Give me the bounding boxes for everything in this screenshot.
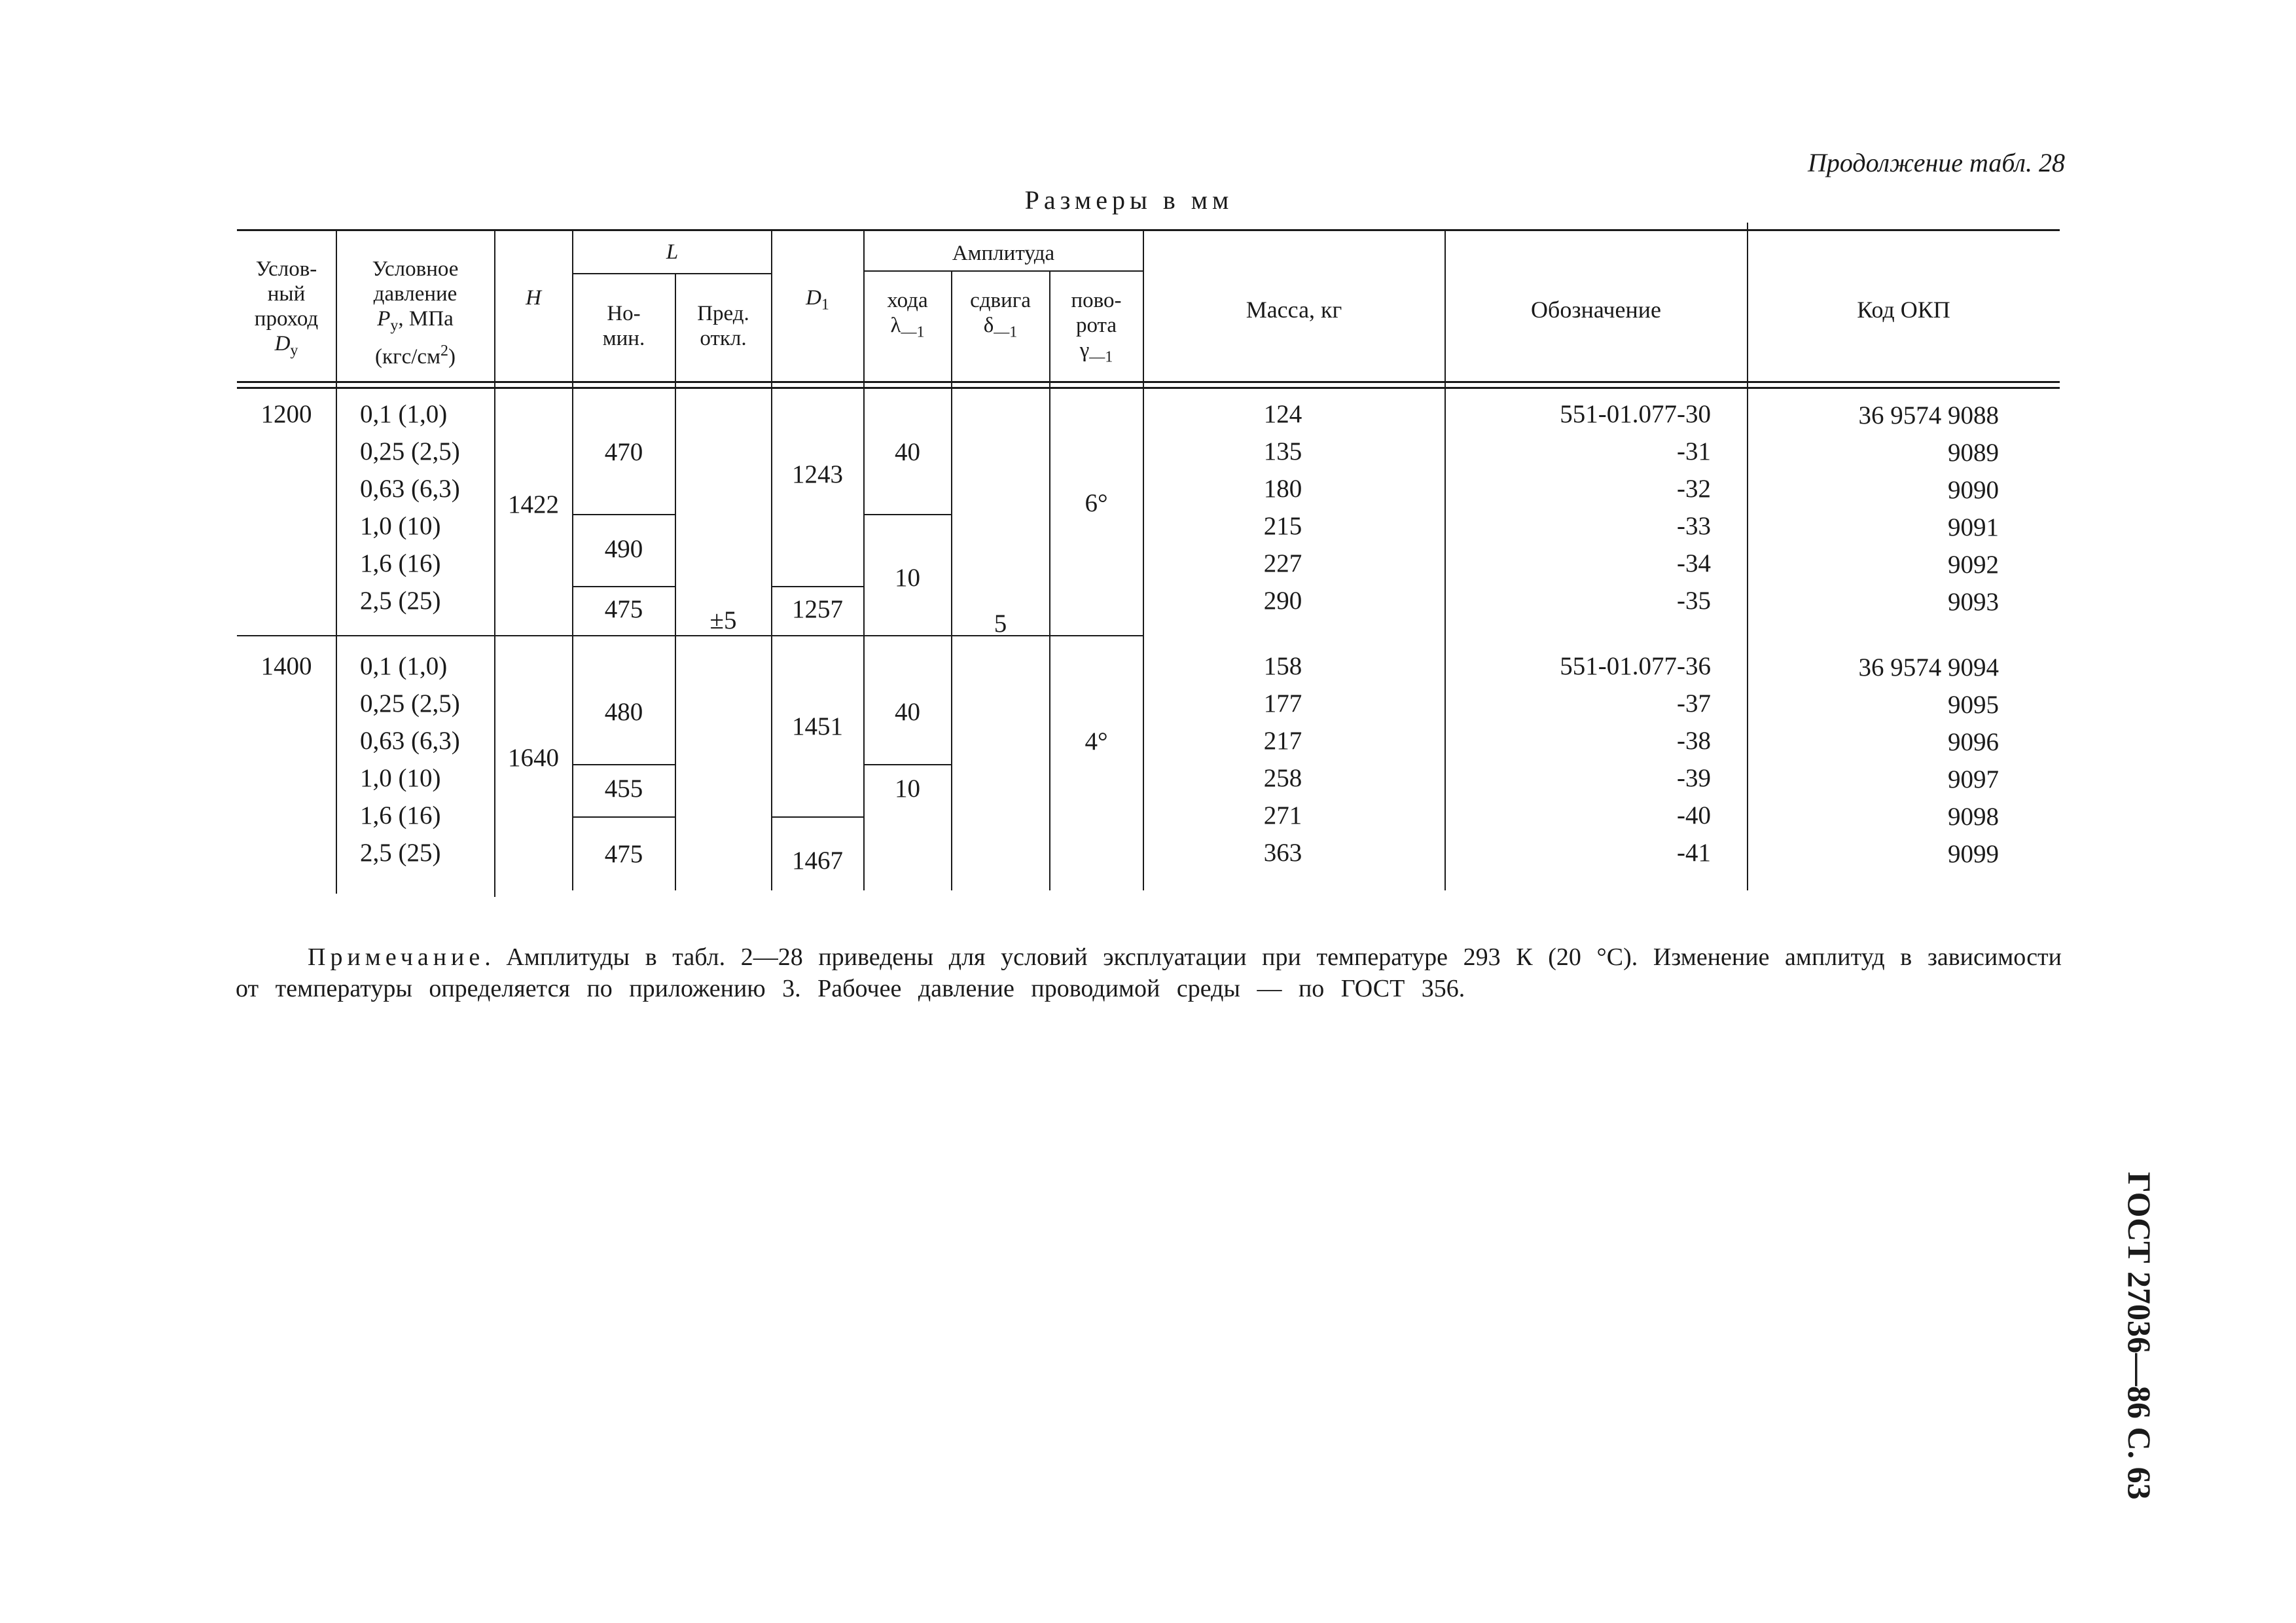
pressure-cell: 1,0 (10) — [360, 764, 441, 792]
hoda-value: 40 — [895, 438, 920, 466]
designation-cell: -38 — [1677, 727, 1711, 755]
mass-cell: 177 — [1263, 689, 1302, 718]
mass-cell: 227 — [1263, 549, 1302, 577]
header-bottom-rule-2 — [237, 387, 2060, 389]
l-deviation-value: ±5 — [709, 606, 737, 634]
okp-cell: 9092 — [1948, 551, 1999, 579]
designation-cell: -39 — [1677, 764, 1711, 792]
col-rule-11 — [1747, 223, 1748, 890]
l-value: 470 — [604, 438, 643, 466]
col-rule-5 — [771, 229, 772, 890]
pressure-cell: 1,6 (16) — [360, 549, 441, 577]
h-value: 1640 — [508, 744, 559, 772]
d1-split-2 — [771, 816, 864, 818]
d1-value: 1467 — [792, 847, 843, 875]
header-amplitude: Амплитуда — [952, 242, 1055, 265]
l-split-2b — [572, 816, 675, 818]
table-note — [236, 941, 2062, 1004]
col-rule-9 — [1143, 229, 1144, 890]
gost-page-stamp: ГОСТ 27036—86 С. 63 — [2121, 1172, 2158, 1500]
header-okp: Код ОКП — [1857, 297, 1950, 323]
okp-cell: 9097 — [1948, 765, 1999, 793]
mass-cell: 158 — [1263, 652, 1302, 680]
okp-cell: 9095 — [1948, 691, 1999, 719]
designation-cell: -32 — [1677, 475, 1711, 503]
pressure-cell: 0,63 (6,3) — [360, 475, 460, 503]
okp-cell: 9098 — [1948, 803, 1999, 831]
header-hoda: хода $\lambda_{—1}$ — [887, 289, 928, 341]
header-l-deviation: Пред. откл. — [697, 302, 749, 350]
note-label: Примечание — [308, 943, 485, 971]
col-rule-7 — [951, 270, 952, 890]
designation-cell: -37 — [1677, 689, 1711, 718]
header-pressure: Условное давление $P_у$, МПа $(кгс/см^2)$ — [372, 257, 459, 369]
mass-cell: 258 — [1263, 764, 1302, 792]
pressure-cell: 0,63 (6,3) — [360, 727, 460, 755]
dy-value: 1400 — [260, 652, 312, 680]
header-d1: $D_1$ — [806, 286, 829, 314]
l-value: 490 — [604, 535, 643, 563]
header-dy: Услов- ный проход $D_у$ — [254, 257, 319, 359]
header-h: H — [526, 286, 541, 310]
designation-cell: -35 — [1677, 587, 1711, 615]
d1-value: 1451 — [792, 712, 843, 740]
okp-cell: 9093 — [1948, 588, 1999, 616]
header-rule-amplitude — [863, 270, 1143, 272]
designation-cell: 551-01.077-30 — [1560, 400, 1711, 428]
povorota-value: 4° — [1085, 727, 1108, 756]
mass-cell: 180 — [1263, 475, 1302, 503]
hoda-split-2 — [863, 764, 952, 765]
l-value: 475 — [604, 840, 643, 868]
povorota-value: 6° — [1085, 489, 1108, 517]
pressure-cell: 0,25 (2,5) — [360, 437, 460, 465]
okp-cell: 9091 — [1948, 513, 1999, 541]
table-continuation-caption: Продолжение табл. 28 — [1807, 148, 2065, 177]
hoda-split-1 — [863, 514, 952, 515]
okp-cell: 9089 — [1948, 439, 1999, 467]
designation-cell: -33 — [1677, 512, 1711, 540]
d1-value: 1243 — [792, 460, 843, 488]
d1-split-1 — [771, 586, 864, 587]
header-bottom-rule-1 — [237, 381, 2060, 383]
note-line-1: . Амплитуды в табл. 2—28 приведены для условий эксплуатации при температуре 293 К (20 °С). Изменение амплитуд в зависимости — [484, 943, 2062, 971]
hoda-value: 40 — [895, 698, 920, 726]
okp-cell: 9096 — [1948, 728, 1999, 756]
l-split-1a — [572, 514, 675, 515]
pressure-cell: 0,1 (1,0) — [360, 400, 448, 428]
hoda-value: 10 — [895, 775, 920, 803]
designation-cell: 551-01.077-36 — [1560, 652, 1711, 680]
sizes-caption: Размеры в мм — [1024, 185, 1234, 215]
l-split-2a — [572, 764, 675, 765]
l-value: 480 — [604, 698, 643, 726]
designation-cell: -41 — [1677, 839, 1711, 867]
col-rule-2 — [494, 229, 495, 897]
mass-cell: 271 — [1263, 801, 1302, 830]
header-designation: Обозначение — [1531, 297, 1661, 323]
mass-cell: 135 — [1263, 437, 1302, 465]
l-value: 475 — [604, 595, 643, 623]
header-mass: Масса, кг — [1246, 297, 1342, 323]
header-povorota: пово- рота $\gamma_{—1}$ — [1071, 289, 1122, 366]
okp-cell: 9090 — [1948, 476, 1999, 504]
sdviga-value: 5 — [994, 610, 1007, 638]
header-rule-l — [572, 273, 772, 274]
designation-cell: -40 — [1677, 801, 1711, 830]
mass-cell: 363 — [1263, 839, 1302, 867]
okp-cell: 36 9574 9088 — [1858, 401, 1999, 429]
pressure-cell: 0,1 (1,0) — [360, 652, 448, 680]
okp-cell: 9099 — [1948, 840, 1999, 868]
okp-cell: 36 9574 9094 — [1858, 653, 1999, 682]
mass-cell: 290 — [1263, 587, 1302, 615]
pressure-cell: 1,0 (10) — [360, 512, 441, 540]
mass-cell: 217 — [1263, 727, 1302, 755]
table-top-rule — [237, 229, 2060, 231]
pressure-cell: 1,6 (16) — [360, 801, 441, 830]
hoda-value: 10 — [895, 564, 920, 592]
pressure-cell: 0,25 (2,5) — [360, 689, 460, 718]
mass-cell: 215 — [1263, 512, 1302, 540]
dy-value: 1200 — [260, 400, 312, 428]
col-rule-4 — [675, 273, 676, 890]
h-value: 1422 — [508, 490, 559, 519]
l-split-1b — [572, 586, 675, 587]
mass-cell: 124 — [1263, 400, 1302, 428]
note-line-2: от температуры определяется по приложению 3. Рабочее давление проводимой среды — по ГОСТ 356. — [236, 975, 1465, 1002]
designation-cell: -34 — [1677, 549, 1711, 577]
l-value: 455 — [604, 775, 643, 803]
header-l-nominal: Но- мин. — [602, 302, 645, 350]
designation-cell: -31 — [1677, 437, 1711, 465]
col-rule-10 — [1444, 229, 1446, 890]
header-sdviga: сдвига $\delta_{—1}$ — [970, 289, 1031, 341]
header-l: L — [666, 240, 679, 264]
pressure-cell: 2,5 (25) — [360, 839, 441, 867]
pressure-cell: 2,5 (25) — [360, 587, 441, 615]
d1-value: 1257 — [792, 595, 843, 623]
